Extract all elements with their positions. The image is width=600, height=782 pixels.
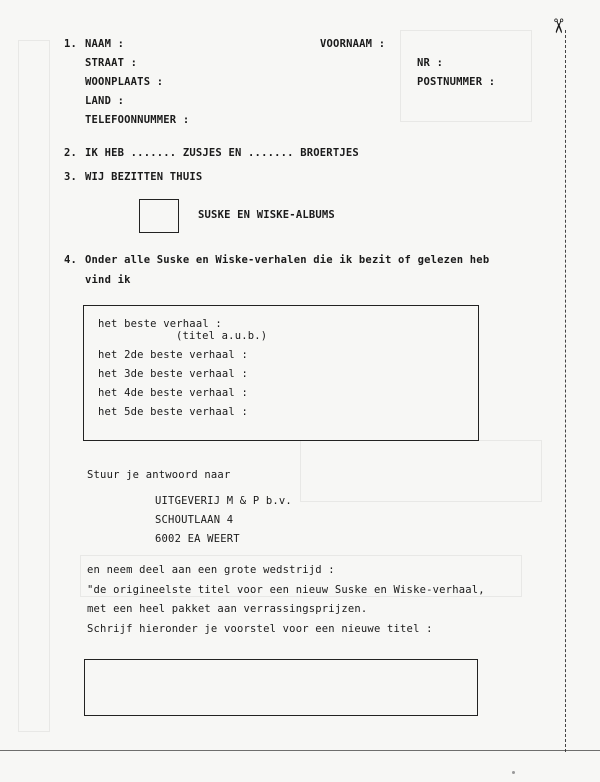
q1-number: 1.	[64, 38, 78, 50]
page-edge	[0, 750, 600, 751]
contest-line1: en neem deel aan een grote wedstrijd :	[87, 564, 335, 576]
q2-number: 2.	[64, 147, 78, 159]
albums-label: SUSKE EN WISKE-ALBUMS	[198, 209, 335, 221]
new-title-box[interactable]	[84, 659, 478, 716]
q3-text: WIJ BEZITTEN THUIS	[85, 171, 203, 183]
q4-line1: Onder alle Suske en Wiske-verhalen die ik bezit of gelezen heb	[85, 254, 490, 266]
address-city: 6002 EA WEERT	[155, 533, 240, 545]
label-straat: STRAAT :	[85, 57, 138, 69]
cut-line	[565, 30, 566, 752]
contest-line3: met een heel pakket aan verrassingsprijzen.	[87, 603, 368, 615]
label-voornaam: VOORNAAM :	[320, 38, 386, 50]
label-nr: NR :	[417, 57, 444, 69]
third-story-label: het 3de beste verhaal :	[98, 368, 248, 380]
address-street: SCHOUTLAAN 4	[155, 514, 234, 526]
show-through-left	[18, 40, 50, 732]
label-postnummer: POSTNUMMER :	[417, 76, 496, 88]
label-land: LAND :	[85, 95, 125, 107]
q2-text: IK HEB ....... ZUSJES EN ....... BROERTJES	[85, 147, 359, 159]
second-story-label: het 2de beste verhaal :	[98, 349, 248, 361]
scissors-icon: ✂	[546, 17, 571, 35]
address-company: UITGEVERIJ M & P b.v.	[155, 495, 292, 507]
contest-line2: "de origineelste titel voor een nieuw Suske en Wiske-verhaal,	[87, 584, 485, 596]
q4-line2: vind ik	[85, 274, 131, 286]
title-hint: (titel a.u.b.)	[176, 330, 268, 342]
best-story-label: het beste verhaal :	[98, 318, 222, 330]
contest-line4: Schrijf hieronder je voorstel voor een nieuwe titel :	[87, 623, 433, 635]
fourth-story-label: het 4de beste verhaal :	[98, 387, 248, 399]
label-woonplaats: WOONPLAATS :	[85, 76, 164, 88]
fifth-story-label: het 5de beste verhaal :	[98, 406, 248, 418]
speck	[512, 771, 515, 774]
label-telefoon: TELEFOONNUMMER :	[85, 114, 190, 126]
label-naam: NAAM :	[85, 38, 125, 50]
send-intro: Stuur je antwoord naar	[87, 469, 231, 481]
q3-number: 3.	[64, 171, 78, 183]
q4-number: 4.	[64, 254, 78, 266]
albums-count-box[interactable]	[139, 199, 179, 233]
show-through-mid	[300, 440, 542, 502]
